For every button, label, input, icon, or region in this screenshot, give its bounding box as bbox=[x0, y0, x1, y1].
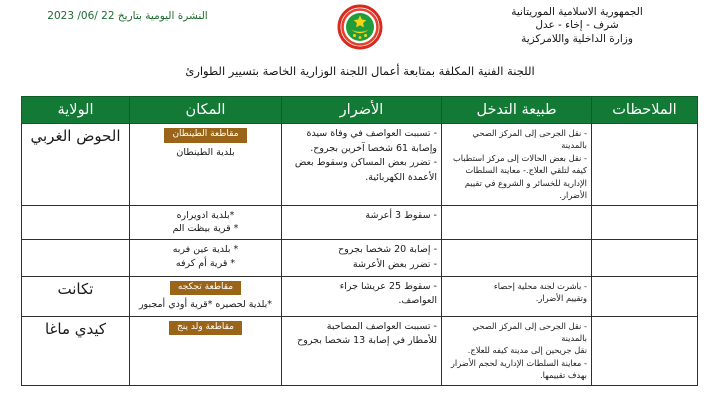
cell-wilaya: كيدي ماغا bbox=[22, 316, 130, 385]
cell-wilaya: تكانت bbox=[22, 276, 130, 316]
document-header bbox=[0, 0, 720, 60]
intervention-line: بهدف تقييمها. bbox=[539, 370, 587, 381]
moqataa-badge: مقاطعة ولد ينج bbox=[169, 321, 242, 336]
document-subtitle: اللجنة الفنية المكلفة بمتابعة أعمال اللجنة الوزارية الخاصة بتسيير الطوارئ bbox=[185, 64, 535, 78]
column-header-adrar: الأضرار bbox=[282, 97, 442, 124]
cell-wilaya bbox=[22, 205, 130, 240]
cell-intervention bbox=[442, 276, 592, 316]
mauritania-coat-of-arms-icon bbox=[337, 4, 383, 50]
table-row bbox=[22, 240, 698, 276]
cell-wilaya bbox=[22, 240, 130, 276]
bulletin-table bbox=[21, 96, 698, 386]
intervention-line: - باشرت لجنة محلية إحصاء bbox=[493, 280, 587, 291]
damage-line: - تضرر بعض المساكن وسقوط بعض bbox=[294, 157, 437, 169]
intervention-line: كيفه لتلقي العلاج.- معاينة السلطات bbox=[465, 165, 587, 176]
cell-damages bbox=[282, 124, 442, 206]
place-line: * قرية بيظت الم bbox=[172, 223, 239, 235]
cell-notes bbox=[592, 316, 698, 385]
table-row bbox=[22, 316, 698, 385]
cell-place bbox=[130, 316, 282, 385]
damage-line: للأمطار في إصابة 13 شخصا بجروح bbox=[297, 335, 437, 347]
baladiya-label: *بلدية لحصيره *قرية أودي أمجبور bbox=[138, 299, 273, 311]
cell-place bbox=[130, 205, 282, 240]
intervention-line: الإدارية للخسائر و الشروع في تقييم الأضرار. bbox=[464, 177, 587, 201]
cell-wilaya: الحوض الغربي bbox=[22, 124, 130, 206]
ministry-name: وزارة الداخلية واللامركزية bbox=[521, 32, 633, 45]
intervention-line: - نقل بعض الحالات إلى مركز استطباب bbox=[452, 152, 587, 163]
cell-notes bbox=[592, 205, 698, 240]
damage-line: - سقوط 25 عريشا جراء bbox=[339, 280, 437, 292]
intervention-line: وتقييم الأضرار. bbox=[535, 293, 587, 304]
cell-intervention bbox=[442, 316, 592, 385]
table-header-row bbox=[22, 97, 698, 124]
cell-place bbox=[130, 276, 282, 316]
column-header-mulahazat: الملاحظات bbox=[592, 97, 698, 124]
country-name: الجمهورية الاسلامية الموريتانية bbox=[511, 6, 643, 18]
damage-line: - سقوط 3 أعرشة bbox=[365, 209, 437, 221]
damage-line: - تضرر بعض الأعرشة bbox=[352, 258, 437, 270]
cell-intervention bbox=[442, 205, 592, 240]
intervention-line: نقل جريحين إلى مدينة كيفه للعلاج. bbox=[467, 345, 587, 356]
intervention-line: - معاينة السلطات الإدارية لحجم الأضرار bbox=[450, 357, 587, 368]
table-row bbox=[22, 205, 698, 240]
cell-damages bbox=[282, 240, 442, 276]
damage-line: الأعمدة الكهربائية. bbox=[365, 172, 437, 184]
cell-intervention bbox=[442, 124, 592, 206]
cell-damages bbox=[282, 276, 442, 316]
cell-notes bbox=[592, 276, 698, 316]
column-header-tadakhol: طبيعة التدخل bbox=[442, 97, 592, 124]
damage-line: - تسببت العواصف في وفاة سيدة bbox=[306, 128, 437, 139]
cell-notes bbox=[592, 124, 698, 206]
table-row bbox=[22, 276, 698, 316]
column-header-wilaya: الولاية bbox=[22, 97, 130, 124]
bulletin-table-wrapper bbox=[22, 96, 698, 386]
table-row bbox=[22, 124, 698, 206]
damage-line: - إصابة 20 شخصا بجروح bbox=[338, 244, 437, 256]
table-body bbox=[22, 124, 698, 386]
baladiya-label: بلدية الطينطان bbox=[176, 146, 235, 158]
cell-place bbox=[130, 240, 282, 276]
intervention-line: - نقل الجرحى إلى المركز الصحي بالمدينة bbox=[472, 320, 587, 343]
moqataa-badge: مقاطعة الطينطان bbox=[164, 128, 246, 143]
damage-line: العواصف. bbox=[398, 295, 437, 307]
column-header-makan: المكان bbox=[130, 97, 282, 124]
cell-notes bbox=[592, 240, 698, 276]
place-line: *بلدية ادويراره bbox=[176, 209, 235, 221]
bulletin-date: النشرة اليومية بتاريخ 22 /06/ 2023 bbox=[47, 10, 208, 22]
place-line: * قرية أم كرفه bbox=[175, 257, 236, 269]
country-motto: شرف - إخاء - عدل bbox=[535, 19, 619, 32]
cell-intervention bbox=[442, 240, 592, 276]
place-line: * بلدية عين فربه bbox=[172, 244, 239, 256]
cell-damages bbox=[282, 205, 442, 240]
damage-line: وإصابة 61 شخصا آخرين بجروح. bbox=[310, 142, 437, 154]
cell-damages bbox=[282, 316, 442, 385]
country-heading bbox=[442, 6, 712, 46]
moqataa-badge: مقاطعة تجكجه bbox=[170, 281, 241, 296]
cell-place bbox=[130, 124, 282, 206]
damage-line: - تسببت العواصف المصاحبة bbox=[326, 320, 437, 332]
intervention-line: - نقل الجرحى إلى المركز الصحي بالمدينة bbox=[472, 128, 587, 151]
